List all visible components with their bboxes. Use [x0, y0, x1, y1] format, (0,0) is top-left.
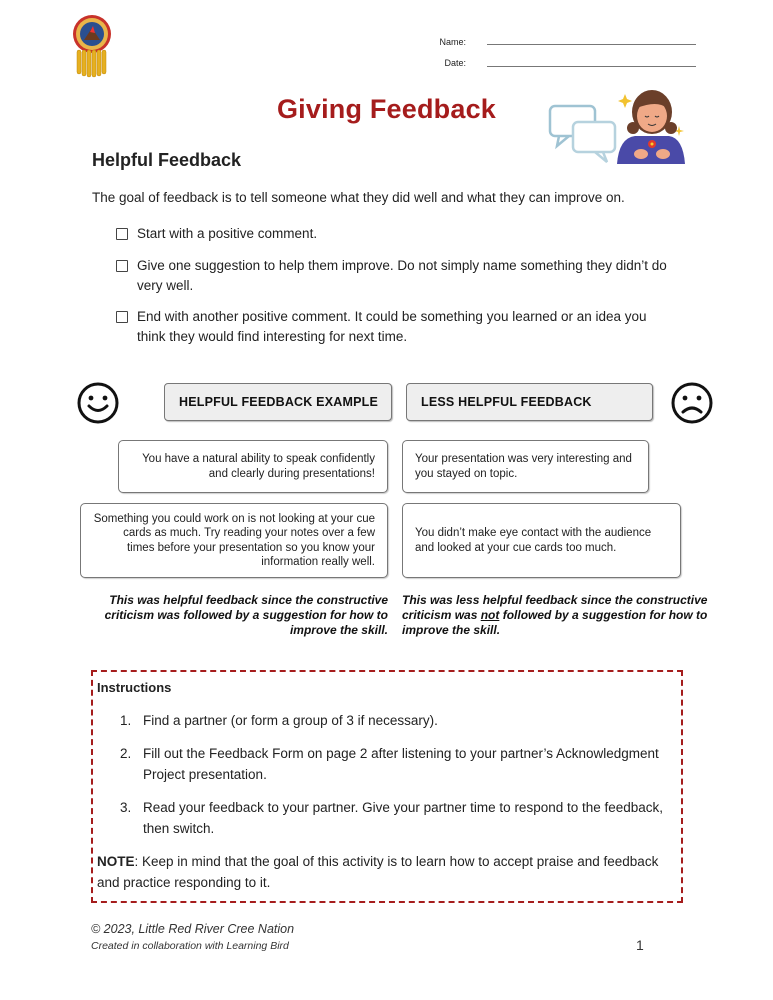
- checklist-item: [116, 224, 676, 244]
- checkbox[interactable]: [116, 311, 128, 323]
- step-text: Read your feedback to your partner. Give your partner time to respond to the feedback, then switch.: [143, 800, 664, 836]
- instruction-step: [120, 710, 665, 731]
- checklist-item: [116, 307, 676, 347]
- instruction-step: [120, 797, 665, 839]
- less-helpful-header: [406, 383, 653, 421]
- note-text: : Keep in mind that the goal of this activity is to learn how to accept praise and feedback and practice responding to it.: [97, 854, 659, 890]
- less-helpful-example-text: You didn’t make eye contact with the audience and looked at your cue cards too much.: [415, 527, 652, 554]
- credit: Created in collaboration with Learning Bird: [91, 940, 289, 952]
- helpful-example-card: [118, 440, 388, 493]
- copyright: © 2023, Little Red River Cree Nation: [91, 922, 295, 936]
- checklist-item-text: Start with a positive comment.: [137, 226, 318, 241]
- frowning-face-icon: [670, 381, 714, 425]
- checklist-item-text: End with another positive comment. It could be something you learned or an idea you think they would find interesting for next time.: [137, 309, 647, 344]
- name-label: Name:: [439, 37, 466, 47]
- page-number: 1: [636, 937, 644, 953]
- checklist-item: [116, 256, 676, 296]
- date-field[interactable]: [487, 66, 696, 67]
- note-label: NOTE: [97, 854, 135, 869]
- smiley-face-icon: [76, 381, 120, 425]
- step-text: Fill out the Feedback Form on page 2 after listening to your partner’s Acknowledgment Project presentation.: [143, 746, 659, 782]
- intro-text: The goal of feedback is to tell someone what they did well and what they can improve on.: [92, 190, 625, 205]
- person-with-speech-bubbles-illustration: [545, 86, 690, 168]
- instruction-step: [120, 743, 665, 785]
- checklist-item-text: Give one suggestion to help them improve. Do not simply name something they didn’t do very well.: [137, 258, 667, 293]
- step-number: 1.: [120, 713, 132, 728]
- page-title: Giving Feedback: [276, 94, 497, 124]
- less-helpful-explanation-post: followed by a suggestion for how to improve the skill.: [402, 608, 708, 637]
- step-number: 2.: [120, 746, 132, 761]
- nation-crest-logo: [72, 14, 112, 78]
- date-label: Date:: [444, 58, 466, 68]
- helpful-example-header-label: HELPFUL FEEDBACK EXAMPLE: [178, 395, 378, 409]
- less-helpful-example-card: [402, 503, 681, 578]
- less-helpful-header-label: LESS HELPFUL FEEDBACK: [421, 395, 592, 409]
- less-helpful-explanation: [402, 593, 722, 638]
- helpful-example-card: [80, 503, 388, 578]
- section-heading: Helpful Feedback: [92, 150, 242, 170]
- less-helpful-example-text: Your presentation was very interesting and you stayed on topic.: [415, 453, 632, 480]
- helpful-example-text: You have a natural ability to speak confidently and clearly during presentations!: [142, 453, 375, 480]
- helpful-example-text: Something you could work on is not looking at your cue cards as much. Try reading your notes over a few times before your presentation so you know your information really well.: [93, 512, 375, 568]
- checkbox[interactable]: [116, 228, 128, 240]
- less-helpful-explanation-pre: This was less helpful feedback since the constructive criticism was: [402, 593, 708, 622]
- step-number: 3.: [120, 800, 132, 815]
- less-helpful-explanation-emphasis: not: [480, 608, 500, 622]
- less-helpful-example-card: [402, 440, 649, 493]
- checkbox[interactable]: [116, 260, 128, 272]
- name-field[interactable]: [487, 44, 696, 45]
- helpful-example-header: [164, 383, 392, 421]
- helpful-explanation: This was helpful feedback since the constructive criticism was followed by a suggestion for how to improve the skill.: [104, 593, 388, 637]
- step-text: Find a partner (or form a group of 3 if necessary).: [143, 713, 438, 728]
- instructions-title: Instructions: [97, 680, 172, 695]
- instructions-note: [97, 851, 682, 893]
